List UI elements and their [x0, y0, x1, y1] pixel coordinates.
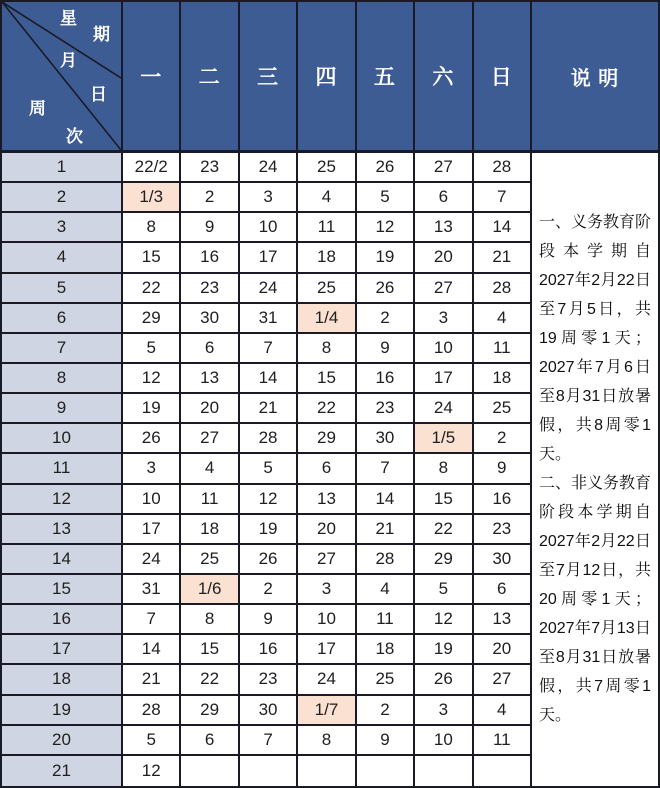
date-cell: 14 — [474, 213, 532, 243]
date-cell: 18 — [474, 364, 532, 394]
date-cell: 15 — [415, 485, 473, 515]
date-cell: 29 — [181, 696, 239, 726]
date-cell: 20 — [298, 515, 356, 545]
date-cell: 2 — [474, 424, 532, 454]
date-cell: 11 — [181, 485, 239, 515]
day-header-5: 五 — [357, 2, 415, 153]
week-number-cell: 21 — [2, 756, 123, 786]
date-cell: 29 — [123, 304, 181, 334]
date-cell: 22/2 — [123, 153, 181, 183]
date-cell: 5 — [415, 575, 473, 605]
date-cell: 9 — [357, 334, 415, 364]
date-cell: 24 — [123, 545, 181, 575]
date-cell: 22 — [298, 394, 356, 424]
date-cell: 22 — [415, 515, 473, 545]
date-cell: 18 — [357, 635, 415, 665]
date-cell: 11 — [298, 213, 356, 243]
date-cell: 13 — [181, 364, 239, 394]
date-cell: 12 — [357, 213, 415, 243]
corner-label-day: 日 — [90, 85, 107, 104]
date-cell: 26 — [357, 153, 415, 183]
date-cell: 3 — [415, 304, 473, 334]
date-cell: 14 — [240, 364, 298, 394]
date-cell: 5 — [123, 726, 181, 756]
date-cell: 25 — [181, 545, 239, 575]
week-number-cell: 20 — [2, 726, 123, 756]
corner-header-cell — [2, 2, 123, 153]
date-cell: 12 — [240, 485, 298, 515]
day-header-7: 日 — [474, 2, 532, 153]
month-start-date-cell: 1/3 — [123, 183, 181, 213]
date-cell: 27 — [474, 665, 532, 695]
date-cell: 2 — [357, 304, 415, 334]
date-cell: 24 — [298, 665, 356, 695]
week-number-cell: 9 — [2, 394, 123, 424]
week-number-cell: 4 — [2, 243, 123, 273]
date-cell — [181, 756, 239, 786]
date-cell: 31 — [123, 575, 181, 605]
date-cell: 9 — [181, 213, 239, 243]
corner-label-week-2: 次 — [66, 127, 83, 146]
notes-text-cell — [532, 153, 658, 786]
date-cell: 19 — [240, 515, 298, 545]
date-cell: 7 — [123, 605, 181, 635]
corner-label-weekday-1: 星 — [60, 9, 77, 28]
date-cell: 9 — [474, 454, 532, 484]
date-cell: 28 — [357, 545, 415, 575]
date-cell: 5 — [357, 183, 415, 213]
date-cell: 10 — [415, 726, 473, 756]
corner-label-week-1: 周 — [29, 99, 46, 118]
date-cell: 12 — [415, 605, 473, 635]
day-header-1: 一 — [123, 2, 181, 153]
date-cell: 23 — [240, 665, 298, 695]
date-cell: 7 — [357, 454, 415, 484]
date-cell: 16 — [181, 243, 239, 273]
date-cell: 6 — [181, 726, 239, 756]
month-start-date-cell: 1/6 — [181, 575, 239, 605]
date-cell: 16 — [357, 364, 415, 394]
date-cell: 10 — [240, 213, 298, 243]
date-cell: 28 — [474, 153, 532, 183]
week-number-cell: 1 — [2, 153, 123, 183]
week-number-cell: 12 — [2, 485, 123, 515]
week-number-cell: 17 — [2, 635, 123, 665]
date-cell: 31 — [240, 304, 298, 334]
week-number-cell: 18 — [2, 665, 123, 695]
date-cell: 4 — [474, 304, 532, 334]
date-cell — [474, 756, 532, 786]
date-cell: 16 — [240, 635, 298, 665]
corner-label-weekday-2: 期 — [93, 25, 110, 44]
date-cell: 29 — [298, 424, 356, 454]
date-cell: 18 — [298, 243, 356, 273]
date-cell: 26 — [123, 424, 181, 454]
date-cell: 29 — [415, 545, 473, 575]
month-start-date-cell: 1/7 — [298, 696, 356, 726]
date-cell: 20 — [415, 243, 473, 273]
date-cell: 27 — [415, 153, 473, 183]
date-cell — [357, 756, 415, 786]
date-cell: 24 — [240, 274, 298, 304]
date-cell: 8 — [181, 605, 239, 635]
date-cell: 14 — [123, 635, 181, 665]
day-header-6: 六 — [415, 2, 473, 153]
week-number-cell: 13 — [2, 515, 123, 545]
date-cell: 19 — [415, 635, 473, 665]
date-cell: 10 — [298, 605, 356, 635]
date-cell: 30 — [474, 545, 532, 575]
date-cell: 11 — [474, 726, 532, 756]
date-cell: 24 — [240, 153, 298, 183]
date-cell: 21 — [240, 394, 298, 424]
week-number-cell: 6 — [2, 304, 123, 334]
week-number-cell: 19 — [2, 696, 123, 726]
date-cell: 9 — [240, 605, 298, 635]
date-cell — [298, 756, 356, 786]
date-cell: 26 — [357, 274, 415, 304]
date-cell: 3 — [123, 454, 181, 484]
date-cell: 7 — [474, 183, 532, 213]
date-cell: 5 — [123, 334, 181, 364]
date-cell: 22 — [181, 665, 239, 695]
date-cell: 5 — [240, 454, 298, 484]
date-cell: 10 — [415, 334, 473, 364]
week-number-cell: 3 — [2, 213, 123, 243]
date-cell — [240, 756, 298, 786]
date-cell: 12 — [123, 756, 181, 786]
date-cell: 6 — [474, 575, 532, 605]
date-cell: 25 — [474, 394, 532, 424]
date-cell: 14 — [357, 485, 415, 515]
date-cell: 9 — [357, 726, 415, 756]
corner-label-month: 月 — [60, 51, 77, 70]
date-cell: 8 — [298, 726, 356, 756]
date-cell: 11 — [357, 605, 415, 635]
date-cell: 27 — [298, 545, 356, 575]
day-header-2: 二 — [181, 2, 239, 153]
notes-paragraph-non-compulsory: 二、非义务教育阶段本学期自2027年2月22日至7月12日，共20周零1天；2027年7月13日至8月31日放暑假，共7周零1天。 — [538, 475, 651, 725]
date-cell: 28 — [474, 274, 532, 304]
date-cell: 27 — [181, 424, 239, 454]
date-cell: 12 — [123, 364, 181, 394]
day-header-4: 四 — [298, 2, 356, 153]
date-cell: 21 — [474, 243, 532, 273]
date-cell: 15 — [123, 243, 181, 273]
date-cell: 21 — [123, 665, 181, 695]
notes-column-header: 说 明 — [532, 2, 658, 153]
date-cell: 23 — [357, 394, 415, 424]
date-cell: 30 — [240, 696, 298, 726]
date-cell: 3 — [298, 575, 356, 605]
date-cell: 8 — [123, 213, 181, 243]
date-cell: 11 — [474, 334, 532, 364]
date-cell: 16 — [474, 485, 532, 515]
date-cell: 28 — [123, 696, 181, 726]
week-number-cell: 11 — [2, 454, 123, 484]
date-cell: 27 — [415, 274, 473, 304]
date-cell: 6 — [181, 334, 239, 364]
date-cell: 17 — [298, 635, 356, 665]
date-cell: 2 — [181, 183, 239, 213]
date-cell — [415, 756, 473, 786]
date-cell: 4 — [181, 454, 239, 484]
date-cell: 4 — [474, 696, 532, 726]
date-cell: 20 — [474, 635, 532, 665]
date-cell: 13 — [298, 485, 356, 515]
date-cell: 2 — [357, 696, 415, 726]
date-cell: 19 — [123, 394, 181, 424]
date-cell: 2 — [240, 575, 298, 605]
date-cell: 20 — [181, 394, 239, 424]
week-number-cell: 14 — [2, 545, 123, 575]
date-cell: 13 — [474, 605, 532, 635]
date-cell: 28 — [240, 424, 298, 454]
week-number-cell: 16 — [2, 605, 123, 635]
date-cell: 4 — [298, 183, 356, 213]
date-cell: 26 — [415, 665, 473, 695]
date-cell: 25 — [298, 274, 356, 304]
week-number-cell: 2 — [2, 183, 123, 213]
date-cell: 15 — [181, 635, 239, 665]
date-cell: 10 — [123, 485, 181, 515]
week-number-cell: 8 — [2, 364, 123, 394]
date-cell: 25 — [298, 153, 356, 183]
month-start-date-cell: 1/4 — [298, 304, 356, 334]
date-cell: 26 — [240, 545, 298, 575]
date-cell: 3 — [415, 696, 473, 726]
date-cell: 4 — [357, 575, 415, 605]
week-number-cell: 10 — [2, 424, 123, 454]
date-cell: 8 — [415, 454, 473, 484]
date-cell: 23 — [181, 153, 239, 183]
date-cell: 13 — [415, 213, 473, 243]
date-cell: 24 — [415, 394, 473, 424]
date-cell: 21 — [357, 515, 415, 545]
date-cell: 7 — [240, 726, 298, 756]
date-cell: 19 — [357, 243, 415, 273]
week-number-cell: 7 — [2, 334, 123, 364]
date-cell: 6 — [298, 454, 356, 484]
week-number-cell: 15 — [2, 575, 123, 605]
day-header-3: 三 — [240, 2, 298, 153]
date-cell: 3 — [240, 183, 298, 213]
date-cell: 15 — [298, 364, 356, 394]
date-cell: 8 — [298, 334, 356, 364]
notes-paragraph-compulsory: 一、义务教育阶段本学期自2027年2月22日至7月5日，共19周零1天；2027年7月6日至8月31日放暑假，共8周零1天。 — [538, 214, 651, 464]
date-cell: 6 — [415, 183, 473, 213]
date-cell: 17 — [240, 243, 298, 273]
date-cell: 25 — [357, 665, 415, 695]
date-cell: 18 — [181, 515, 239, 545]
week-number-cell: 5 — [2, 274, 123, 304]
month-start-date-cell: 1/5 — [415, 424, 473, 454]
date-cell: 23 — [474, 515, 532, 545]
date-cell: 30 — [357, 424, 415, 454]
date-cell: 17 — [415, 364, 473, 394]
date-cell: 22 — [123, 274, 181, 304]
date-cell: 17 — [123, 515, 181, 545]
date-cell: 23 — [181, 274, 239, 304]
date-cell: 7 — [240, 334, 298, 364]
date-cell: 30 — [181, 304, 239, 334]
